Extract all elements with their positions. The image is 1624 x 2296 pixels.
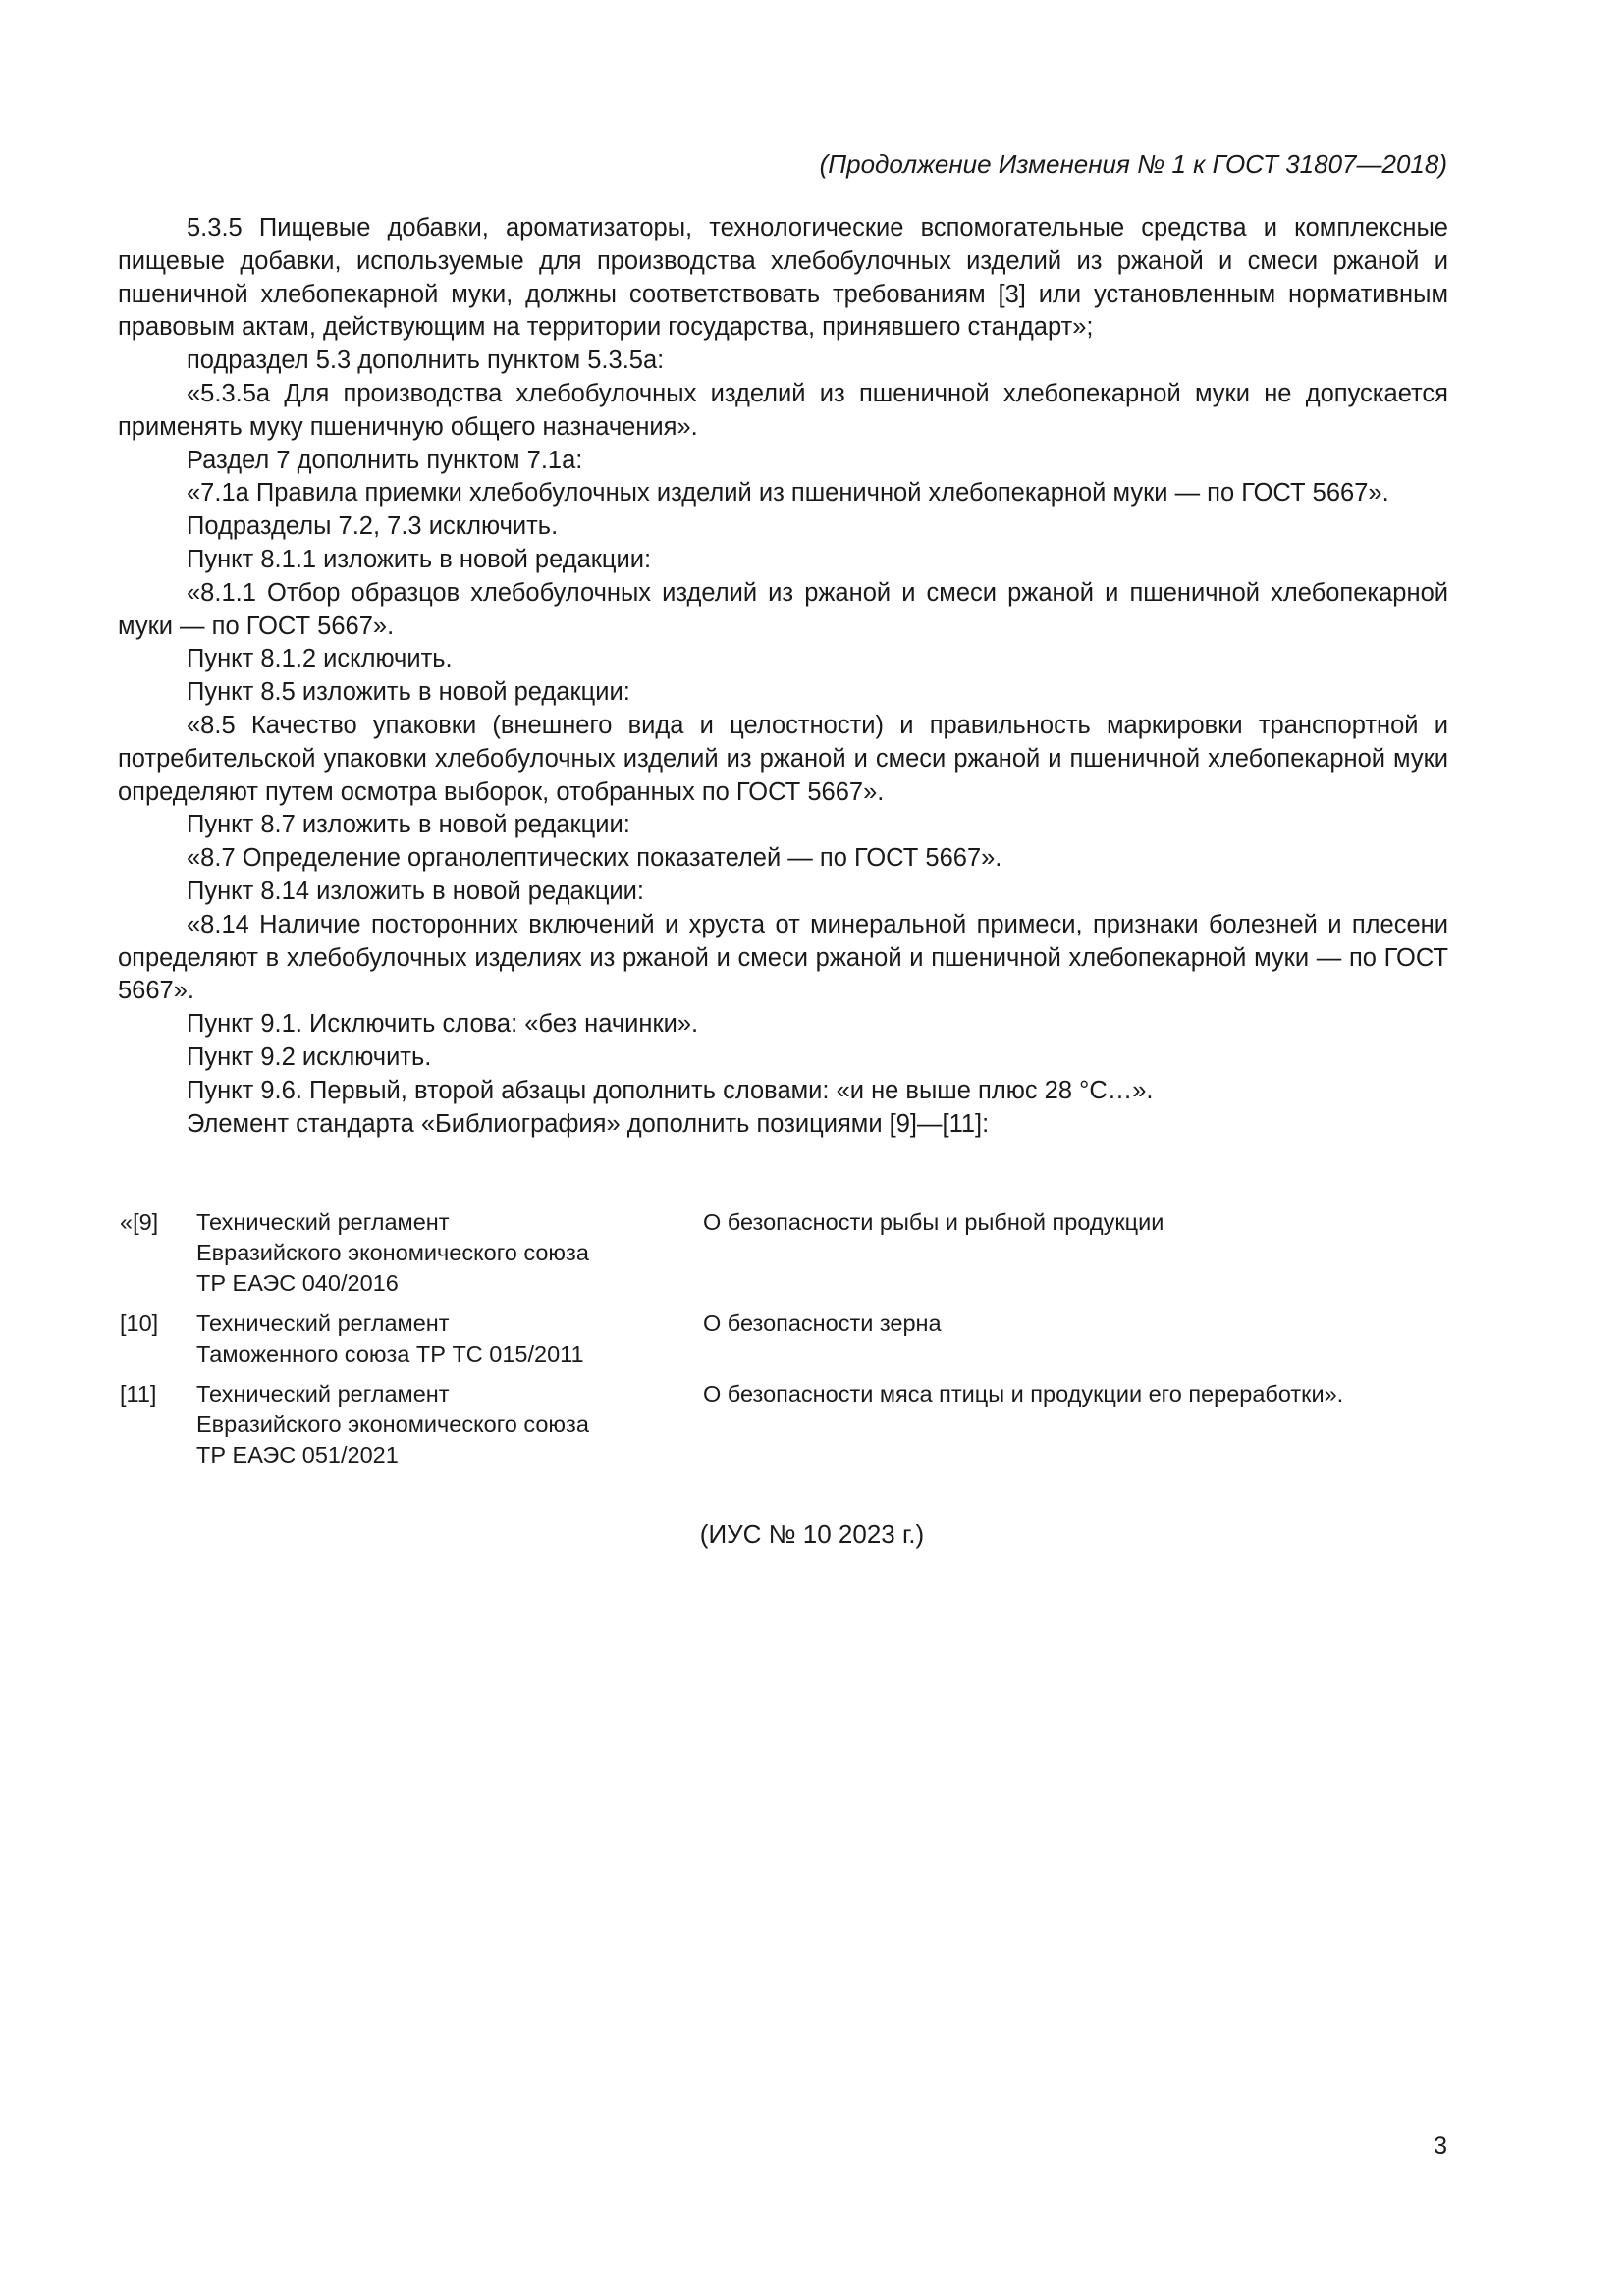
continuation-header: (Продолжение Изменения № 1 к ГОСТ 31807—2018) bbox=[819, 149, 1447, 179]
paragraph: Раздел 7 дополнить пунктом 7.1а: bbox=[187, 446, 583, 474]
paragraph: Пункт 8.7 изложить в новой редакции: bbox=[187, 811, 630, 839]
bibliography-list bbox=[118, 1207, 1448, 1480]
paragraph: Пункт 8.1.2 исключить. bbox=[187, 645, 453, 673]
ius-reference: (ИУС № 10 2023 г.) bbox=[699, 1520, 925, 1549]
bibliography-number: «[9] bbox=[120, 1209, 159, 1235]
bibliography-number: [11] bbox=[120, 1381, 157, 1407]
paragraph: Пункт 8.5 изложить в новой редакции: bbox=[187, 678, 630, 707]
paragraph: Пункт 9.2 исключить. bbox=[187, 1042, 432, 1071]
paragraph: «5.3.5а Для производства хлебобулочных изделий из пшеничной хлебопекарной муки не допускается применять муку пшеничную общего назначения». bbox=[118, 379, 1448, 441]
document-body bbox=[118, 212, 1448, 1141]
bibliography-number: [10] bbox=[120, 1310, 159, 1336]
bibliography-entry bbox=[118, 1207, 1448, 1299]
bibliography-document: Технический регламент Евразийского экономического союза ТР ЕАЭС 051/2021 bbox=[196, 1381, 589, 1468]
bibliography-entry bbox=[118, 1379, 1448, 1470]
paragraph: Элемент стандарта «Библиография» дополнить позициями [9]—[11]: bbox=[187, 1109, 990, 1138]
paragraph: «7.1а Правила приемки хлебобулочных изделий из пшеничной хлебопекарной муки — по ГОСТ 5667». bbox=[187, 479, 1389, 507]
paragraph: подраздел 5.3 дополнить пунктом 5.3.5а: bbox=[187, 347, 665, 375]
paragraph: «8.14 Наличие посторонних включений и хруста от минеральной примеси, признаки болезней и плесени определяют в хлебобулочных изделиях из ржаной и смеси ржаной и пшеничной хлебопекарной муки — по ГОСТ 5667». bbox=[118, 910, 1448, 1005]
paragraph: «8.5 Качество упаковки (внешнего вида и целостности) и правильность маркировки транспортной и потребительской упаковки хлебобулочных изделий из ржаной и смеси ржаной и пшеничной хлебопекарной муки определяют путем осмотра выборок, отобранных по ГОСТ 5667». bbox=[118, 711, 1448, 806]
bibliography-document: Технический регламент Таможенного союза ТР ТС 015/2011 bbox=[196, 1310, 584, 1366]
page-number: 3 bbox=[1434, 2132, 1447, 2160]
bibliography-title: О безопасности зерна bbox=[703, 1310, 942, 1336]
paragraph: Пункт 9.6. Первый, второй абзацы дополнить словами: «и не выше плюс 28 °С…». bbox=[187, 1076, 1154, 1104]
bibliography-title: О безопасности рыбы и рыбной продукции bbox=[703, 1209, 1164, 1235]
bibliography-document: Технический регламент Евразийского экономического союза ТР ЕАЭС 040/2016 bbox=[196, 1209, 589, 1296]
paragraph: «8.7 Определение органолептических показателей — по ГОСТ 5667». bbox=[187, 844, 1002, 873]
paragraph: Пункт 8.1.1 изложить в новой редакции: bbox=[187, 545, 652, 573]
paragraph: Подразделы 7.2, 7.3 исключить. bbox=[187, 512, 559, 541]
paragraph: Пункт 8.14 изложить в новой редакции: bbox=[187, 877, 645, 905]
paragraph: «8.1.1 Отбор образцов хлебобулочных изделий из ржаной и смеси ржаной и пшеничной хлебопекарной муки — по ГОСТ 5667». bbox=[118, 578, 1448, 640]
paragraph: Пункт 9.1. Исключить слова: «без начинки». bbox=[187, 1010, 699, 1039]
paragraph: 5.3.5 Пищевые добавки, ароматизаторы, технологические вспомогательные средства и комплексные пищевые добавки, используемые для производства хлебобулочных изделий из ржаной и смеси ржаной и пшеничной хлебопекарной муки, должны соответствовать требованиям [3] или установленным нормативным правовым актам, действующим на территории государства, принявшего стандарт»; bbox=[118, 214, 1448, 342]
bibliography-entry bbox=[118, 1308, 1448, 1369]
bibliography-title: О безопасности мяса птицы и продукции его переработки». bbox=[703, 1381, 1344, 1407]
